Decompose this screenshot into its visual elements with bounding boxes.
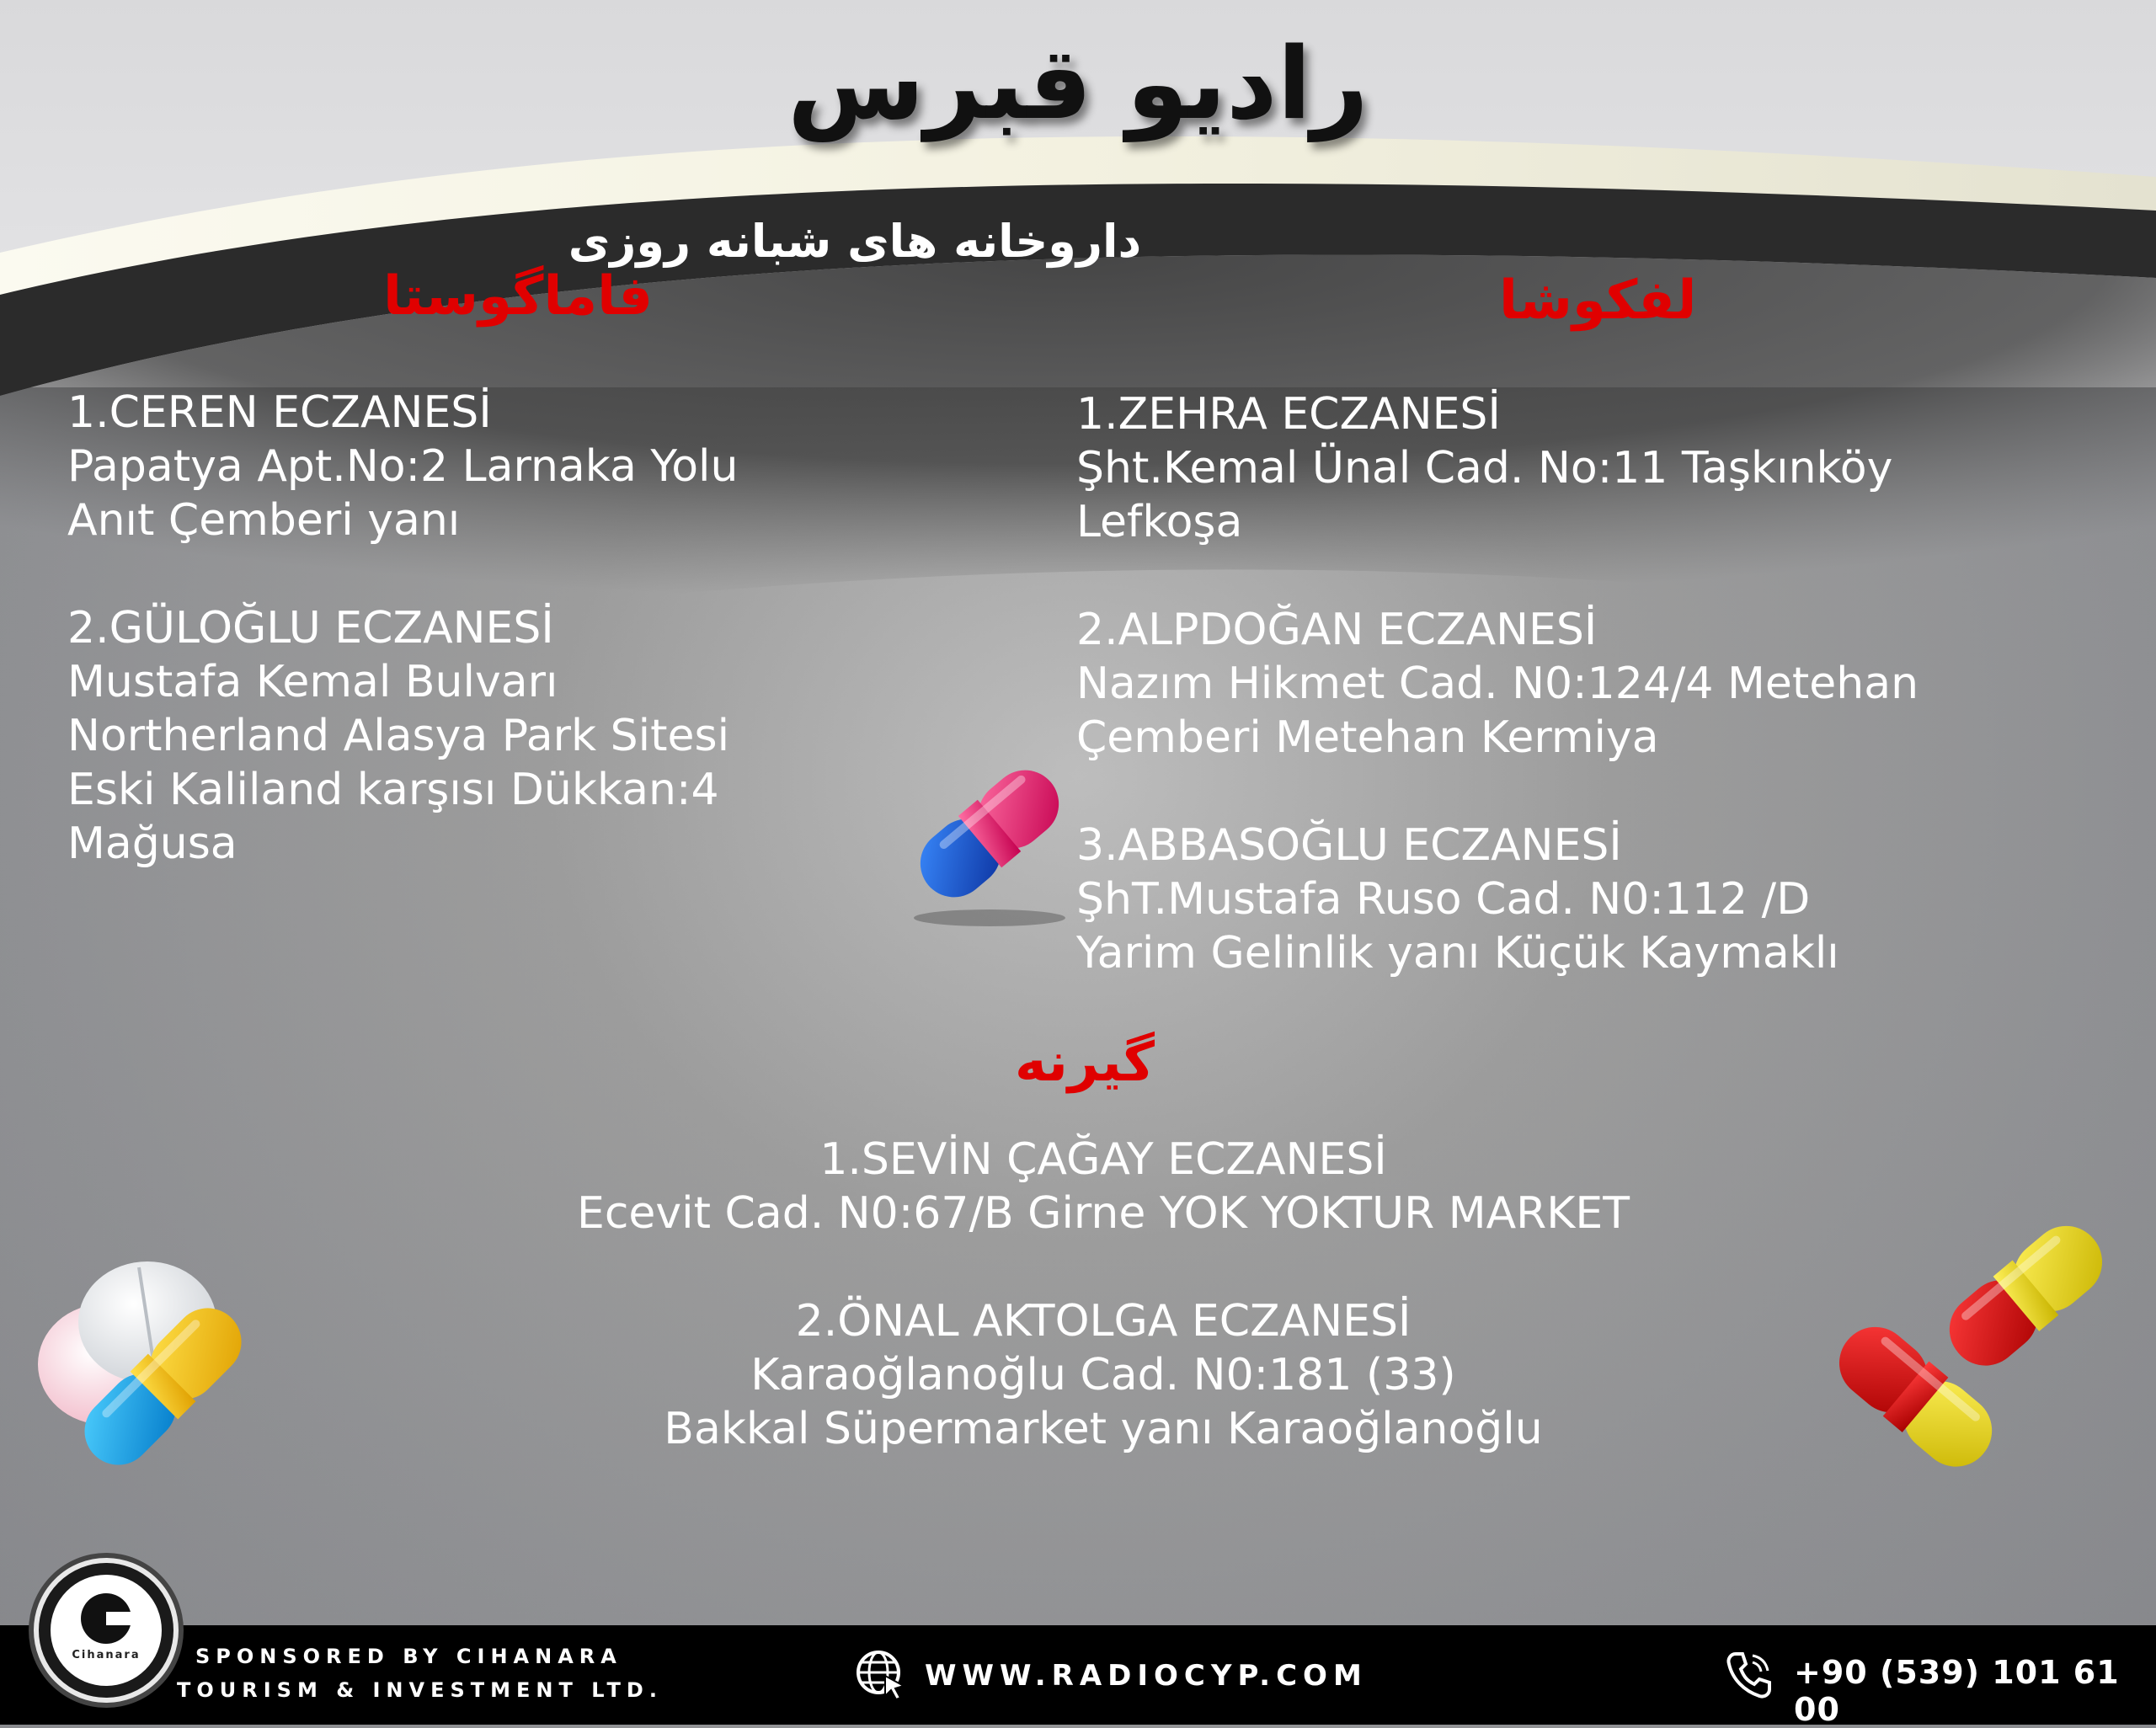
logo-text: Cihanara: [72, 1649, 141, 1661]
phone-number-link[interactable]: +90 (539) 101 61 00: [1794, 1654, 2120, 1728]
website-link[interactable]: WWW.RADIOCYP.COM: [925, 1659, 1368, 1693]
pharmacy-item: [278, 1133, 1929, 1240]
pharmacy-item: [1076, 387, 2146, 549]
cihanara-logo: [34, 1558, 179, 1703]
globe-cursor-icon: [855, 1649, 907, 1701]
tablets-capsule-icon: [34, 1246, 286, 1499]
pharmacy-address: Karaoğlanoğlu Cad. N0:181 (33) Bakkal Süpermarket yanı Karaoğlanoğlu: [664, 1350, 1543, 1454]
page-title: رادیو قبرس: [787, 25, 1369, 141]
pharmacy-address: Nazım Hikmet Cad. N0:124/4 Metehan Çemberi Metehan Kermiya: [1076, 659, 1919, 763]
page-subtitle: داروخانه های شبانه روزی: [568, 215, 1142, 268]
city-heading-famagusta: فاماگوستا: [383, 265, 654, 328]
capsules-red-yellow-icon: [1811, 1196, 2131, 1507]
pharmacy-address: Mustafa Kemal Bulvarı Northerland Alasya Park Sitesi Eski Kaliland karşısı Dükkan:4 Mağusa: [67, 657, 730, 869]
pharmacy-item: [1076, 603, 2146, 765]
girne-pharmacy-list: [278, 1133, 1929, 1510]
pharmacy-item: [67, 601, 994, 871]
pharmacy-address: Şht.Kemal Ünal Cad. No:11 Taşkınköy Lefkoşa: [1076, 443, 1893, 547]
pharmacy-name: 2.ALPDOĞAN ECZANESİ: [1076, 605, 1598, 655]
sponsor-line-2: TOURISM & INVESTMENT LTD.: [177, 1678, 663, 1702]
pharmacy-item: [67, 386, 994, 547]
pharmacy-item: [278, 1294, 1929, 1456]
sponsor-line-1: SPONSORED BY CIHANARA: [195, 1645, 622, 1668]
pharmacy-address: Ecevit Cad. N0:67/B Girne YOK YOKTUR MARKET: [576, 1188, 1630, 1239]
pharmacy-address: Papatya Apt.No:2 Larnaka Yolu Anıt Çemberi yanı: [67, 441, 739, 546]
pharmacy-name: 1.ZEHRA ECZANESİ: [1076, 389, 1501, 440]
pharmacy-item: [1076, 819, 2146, 980]
pharmacy-name: 2.ÖNAL AKTOLGA ECZANESİ: [795, 1296, 1412, 1347]
city-heading-lefkosa: لفکوشا: [1499, 269, 1697, 332]
phone-icon: [1722, 1649, 1774, 1701]
city-heading-girne: گیرنه: [1015, 1032, 1155, 1094]
lefkosa-pharmacy-list: [1076, 387, 2146, 1034]
logo-c-icon: [81, 1593, 131, 1644]
pharmacy-name: 2.GÜLOĞLU ECZANESİ: [67, 603, 554, 653]
pharmacy-name: 3.ABBASOĞLU ECZANESİ: [1076, 820, 1622, 871]
capsule-pink-blue-icon: [893, 741, 1086, 935]
pharmacy-name: 1.CEREN ECZANESİ: [67, 387, 492, 438]
pharmacy-name: 1.SEVİN ÇAĞAY ECZANESİ: [819, 1134, 1387, 1185]
famagusta-pharmacy-list: [67, 386, 994, 925]
pharmacy-address: ŞhT.Mustafa Ruso Cad. N0:112 /D Yarim Gelinlik yanı Küçük Kaymaklı: [1076, 874, 1839, 979]
